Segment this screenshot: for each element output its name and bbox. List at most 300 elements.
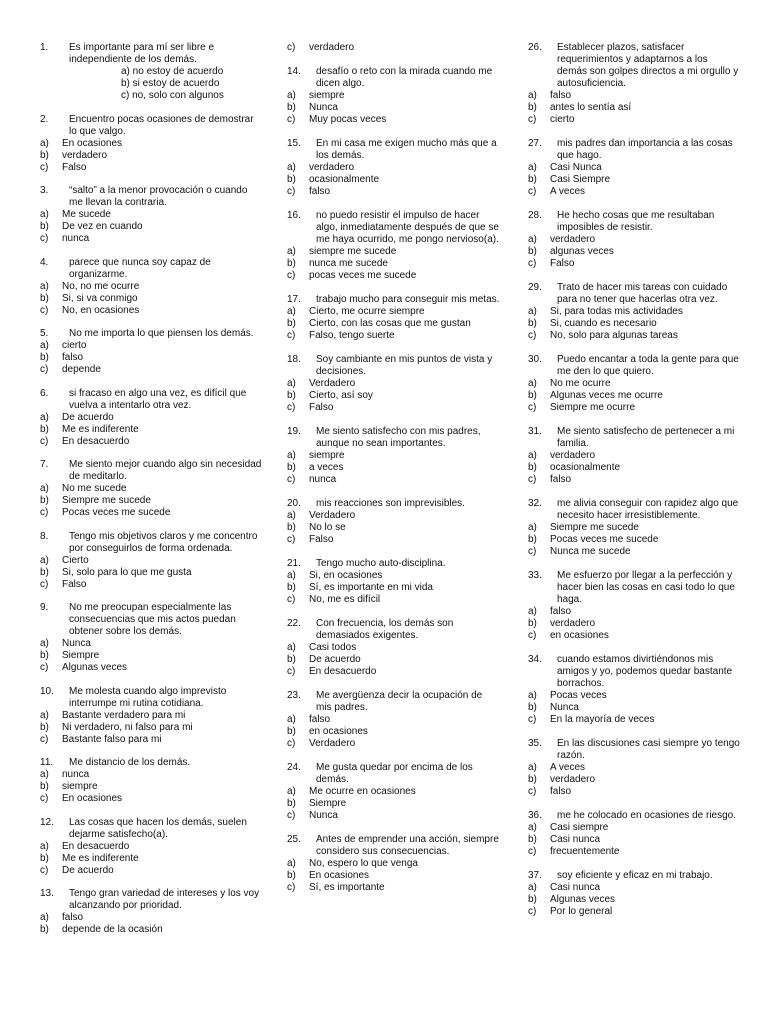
column-2 bbox=[287, 42, 500, 894]
answer-option bbox=[287, 162, 500, 174]
option-text: Casi todos bbox=[309, 642, 357, 653]
option-text: ocasionalmente bbox=[550, 462, 621, 473]
option-text: Cierto, así soy bbox=[309, 390, 373, 401]
answer-option bbox=[287, 186, 500, 198]
option-text: Nunca bbox=[309, 102, 338, 113]
option-text: Nunca bbox=[550, 702, 579, 713]
answer-option bbox=[287, 726, 500, 738]
option-text: A veces bbox=[550, 762, 586, 773]
option-letter: c) bbox=[287, 402, 296, 413]
question-item bbox=[287, 558, 500, 606]
option-letter: b) bbox=[287, 798, 296, 809]
answer-options bbox=[287, 378, 500, 414]
question-number: 5. bbox=[40, 328, 49, 339]
answer-option bbox=[40, 495, 262, 507]
answer-option bbox=[528, 846, 740, 858]
option-text: en ocasiones bbox=[309, 726, 368, 737]
answer-options bbox=[528, 690, 740, 726]
option-letter: a) bbox=[528, 306, 537, 317]
option-text: Nunca me sucede bbox=[550, 546, 631, 557]
option-text: Falso bbox=[62, 578, 87, 590]
option-text: depende de la ocasión bbox=[62, 924, 163, 935]
answer-option bbox=[287, 90, 500, 102]
answer-option bbox=[528, 618, 740, 630]
option-letter: c) bbox=[287, 534, 296, 545]
option-letter: b) bbox=[287, 654, 296, 665]
answer-options bbox=[528, 234, 740, 270]
question-item bbox=[287, 426, 500, 486]
option-text: Ni verdadero, ni falso para mi bbox=[62, 721, 193, 733]
option-letter: b) bbox=[287, 390, 296, 401]
question-number: 16. bbox=[287, 210, 301, 221]
option-text: Casi nunca bbox=[550, 834, 601, 845]
question-number: 22. bbox=[287, 618, 301, 629]
option-text: Verdadero bbox=[309, 738, 356, 749]
answer-option bbox=[40, 841, 262, 853]
option-letter: b) bbox=[528, 102, 537, 113]
option-text: Nunca bbox=[62, 638, 91, 649]
answer-option bbox=[40, 853, 262, 865]
answer-option bbox=[287, 270, 500, 282]
answer-option bbox=[40, 150, 262, 162]
option-letter: b) bbox=[287, 318, 296, 329]
question-item bbox=[287, 42, 500, 54]
answer-option bbox=[287, 318, 500, 330]
answer-option bbox=[287, 522, 500, 534]
question-item bbox=[528, 870, 740, 918]
option-text: Si, solo para lo que me gusta bbox=[62, 566, 192, 578]
question-number: 9. bbox=[40, 602, 49, 613]
answer-option bbox=[528, 882, 740, 894]
option-text: verdadero bbox=[62, 149, 108, 161]
option-letter: b) bbox=[528, 894, 537, 905]
option-text: No, me es difícil bbox=[309, 594, 381, 605]
answer-options bbox=[287, 510, 500, 546]
answer-option bbox=[528, 606, 740, 618]
question-number: 8. bbox=[40, 530, 49, 542]
answer-option bbox=[528, 90, 740, 102]
question-item bbox=[528, 282, 740, 342]
answer-option bbox=[40, 912, 262, 924]
question-item bbox=[40, 388, 262, 448]
option-letter: c) bbox=[40, 864, 49, 876]
option-text: nunca me sucede bbox=[309, 258, 388, 269]
question-item bbox=[287, 66, 500, 126]
question-item bbox=[287, 618, 500, 678]
question-item bbox=[40, 686, 262, 746]
question-text: Las cosas que hacen los demás, suelen dejarme satisfecho(a). bbox=[69, 816, 247, 840]
option-text: falso bbox=[309, 714, 331, 725]
question-item bbox=[287, 138, 500, 198]
option-letter: a) bbox=[528, 162, 537, 173]
option-text: De acuerdo bbox=[62, 864, 114, 876]
answer-option bbox=[528, 774, 740, 786]
answer-options bbox=[40, 554, 262, 591]
option-text: Algunas veces bbox=[550, 894, 616, 905]
answer-options bbox=[287, 858, 500, 894]
answer-option bbox=[528, 462, 740, 474]
question-number: 28. bbox=[528, 210, 542, 221]
option-text: Falso bbox=[550, 258, 575, 269]
answer-option bbox=[287, 114, 500, 126]
answer-option bbox=[40, 138, 262, 150]
answer-option bbox=[40, 364, 262, 376]
option-text: En ocasiones bbox=[62, 137, 123, 149]
answer-options bbox=[287, 306, 500, 342]
option-letter: c) bbox=[528, 546, 537, 557]
option-text: a veces bbox=[309, 462, 344, 473]
question-number: 4. bbox=[40, 256, 49, 268]
question-item bbox=[287, 498, 500, 546]
option-letter: c) bbox=[528, 714, 537, 725]
answer-option bbox=[528, 906, 740, 918]
option-text: De vez en cuando bbox=[62, 221, 143, 232]
answer-option bbox=[287, 102, 500, 114]
question-text: Trato de hacer mis tareas con cuidado para no tener que hacerlas otra vez. bbox=[557, 282, 728, 305]
answer-option bbox=[287, 378, 500, 390]
question-text: En mi casa me exigen mucho más que a los demás. bbox=[316, 138, 497, 161]
column-3 bbox=[528, 42, 740, 918]
question-item bbox=[287, 690, 500, 750]
question-number: 24. bbox=[287, 762, 301, 773]
answer-option bbox=[528, 474, 740, 486]
answer-options bbox=[40, 840, 262, 877]
option-letter: c) bbox=[40, 507, 49, 518]
option-text: Cierto bbox=[62, 554, 89, 566]
option-text: Sí, es importante en mi vida bbox=[309, 582, 433, 593]
answer-option bbox=[528, 378, 740, 390]
answer-option bbox=[528, 762, 740, 774]
answer-option bbox=[40, 281, 262, 293]
option-text: En la mayoría de veces bbox=[550, 714, 655, 725]
option-letter: a) bbox=[287, 162, 296, 173]
option-letter: a) bbox=[40, 912, 49, 923]
answer-option bbox=[287, 582, 500, 594]
question-text: mis reacciones son imprevisibles. bbox=[316, 498, 465, 509]
option-text: De acuerdo bbox=[309, 654, 361, 665]
option-letter: c) bbox=[40, 435, 49, 447]
option-text: Bastante verdadero para mi bbox=[62, 709, 186, 721]
option-letter: c) bbox=[528, 786, 537, 797]
answer-option bbox=[287, 786, 500, 798]
answer-option bbox=[528, 546, 740, 558]
answer-option bbox=[528, 258, 740, 270]
answer-options bbox=[528, 606, 740, 642]
option-text: Nunca bbox=[309, 810, 338, 821]
option-letter: c) bbox=[287, 738, 296, 749]
answer-option bbox=[40, 340, 262, 352]
answer-option bbox=[528, 306, 740, 318]
option-letter: b) bbox=[528, 174, 537, 185]
answer-options bbox=[40, 340, 262, 376]
option-letter: b) bbox=[287, 582, 296, 593]
answer-option bbox=[528, 822, 740, 834]
question-number: 11. bbox=[40, 757, 54, 768]
option-text: De acuerdo bbox=[62, 411, 114, 423]
answer-option bbox=[287, 258, 500, 270]
question-number: 13. bbox=[40, 888, 54, 899]
answer-option bbox=[528, 786, 740, 798]
answer-options bbox=[528, 762, 740, 798]
answer-option bbox=[287, 510, 500, 522]
question-number: 36. bbox=[528, 810, 542, 821]
answer-options bbox=[40, 912, 262, 936]
answer-option bbox=[40, 507, 262, 519]
answer-option bbox=[40, 424, 262, 436]
question-text: trabajo mucho para conseguir mis metas. bbox=[316, 294, 500, 305]
option-text: Me es indiferente bbox=[62, 852, 139, 864]
option-letter: b) bbox=[40, 352, 49, 363]
question-number: 27. bbox=[528, 138, 542, 149]
question-text: Antes de emprender una acción, siempre considero sus consecuencias. bbox=[316, 834, 499, 857]
option-letter: a) bbox=[287, 714, 296, 725]
option-letter: c) bbox=[528, 330, 537, 341]
question-item bbox=[40, 42, 262, 102]
option-text: Me sucede bbox=[62, 209, 111, 220]
option-text: Pocas veces me sucede bbox=[550, 534, 659, 545]
option-text: cierto bbox=[62, 340, 87, 351]
question-text: mis padres dan importancia a las cosas que hago. bbox=[557, 138, 733, 161]
option-letter: b) bbox=[40, 149, 49, 161]
option-text: Algunas veces me ocurre bbox=[550, 390, 663, 401]
option-letter: c) bbox=[287, 810, 296, 821]
option-letter: a) bbox=[528, 90, 537, 101]
question-item bbox=[40, 114, 262, 174]
question-text: Me siento satisfecho con mis padres, aunque no sean importantes. bbox=[316, 426, 481, 449]
option-letter: c) bbox=[528, 114, 537, 125]
question-item bbox=[528, 210, 740, 270]
answer-option bbox=[40, 412, 262, 424]
option-letter: a) bbox=[287, 570, 296, 581]
answer-option bbox=[40, 293, 262, 305]
answer-options bbox=[40, 280, 262, 317]
option-text: ocasionalmente bbox=[309, 174, 380, 185]
option-letter: b) bbox=[528, 318, 537, 329]
question-item bbox=[287, 354, 500, 414]
option-letter: c) bbox=[287, 594, 296, 605]
option-letter: c) bbox=[528, 186, 537, 197]
question-text: Es importante para mí ser libre e independiente de los demás. bbox=[69, 42, 215, 65]
option-text: falso bbox=[550, 474, 572, 485]
answer-option bbox=[287, 858, 500, 870]
option-letter: b) bbox=[287, 102, 296, 113]
option-letter: b) bbox=[528, 702, 537, 713]
question-text: Puedo encantar a toda la gente para que me den lo que quiero. bbox=[557, 354, 739, 377]
option-text: nunca bbox=[62, 233, 90, 244]
option-letter: a) bbox=[40, 554, 49, 566]
option-text: a) no estoy de acuerdo bbox=[121, 66, 224, 77]
option-text: falso bbox=[550, 90, 572, 101]
option-text: Si, si va conmigo bbox=[62, 292, 138, 304]
option-letter: a) bbox=[528, 690, 537, 701]
answer-option bbox=[40, 579, 262, 591]
option-text: Por lo general bbox=[550, 906, 613, 917]
option-text: c) no, solo con algunos bbox=[121, 90, 224, 101]
option-letter: a) bbox=[528, 822, 537, 833]
answer-option bbox=[528, 318, 740, 330]
option-text: depende bbox=[62, 364, 101, 375]
answer-option bbox=[69, 66, 262, 78]
question-number: 23. bbox=[287, 690, 301, 701]
option-text: verdadero bbox=[550, 234, 596, 245]
question-item bbox=[40, 459, 262, 519]
answer-option bbox=[528, 534, 740, 546]
answer-option bbox=[528, 894, 740, 906]
option-letter: a) bbox=[528, 522, 537, 533]
option-letter: a) bbox=[40, 769, 49, 780]
question-text: Encuentro pocas ocasiones de demostrar lo que valgo. bbox=[69, 113, 254, 137]
question-item bbox=[40, 257, 262, 317]
option-letter: b) bbox=[528, 390, 537, 401]
option-text: Algunas veces bbox=[62, 662, 128, 673]
answer-options bbox=[40, 709, 262, 746]
option-letter: c) bbox=[40, 662, 49, 673]
answer-options bbox=[287, 786, 500, 822]
option-letter: b) bbox=[40, 852, 49, 864]
option-text: No, espero lo que venga bbox=[309, 858, 418, 869]
answer-options bbox=[287, 246, 500, 282]
answer-option bbox=[528, 390, 740, 402]
option-text: siempre bbox=[309, 90, 345, 101]
option-letter: c) bbox=[528, 906, 537, 917]
option-text: No, en ocasiones bbox=[62, 304, 140, 316]
answer-option bbox=[528, 114, 740, 126]
question-text: Soy cambiante en mis puntos de vista y decisiones. bbox=[316, 354, 493, 377]
answer-option bbox=[287, 390, 500, 402]
option-letter: a) bbox=[40, 840, 49, 852]
answer-option bbox=[40, 734, 262, 746]
answer-options bbox=[287, 714, 500, 750]
question-number: 10. bbox=[40, 685, 54, 697]
answer-option bbox=[287, 642, 500, 654]
question-item bbox=[528, 570, 740, 642]
answer-option bbox=[528, 522, 740, 534]
option-text: En ocasiones bbox=[62, 793, 123, 804]
option-text: Falso bbox=[309, 402, 334, 413]
answer-option bbox=[40, 209, 262, 221]
question-number: 34. bbox=[528, 654, 542, 665]
answer-option bbox=[40, 865, 262, 877]
option-letter: a) bbox=[528, 762, 537, 773]
answer-option bbox=[528, 630, 740, 642]
option-letter: b) bbox=[287, 870, 296, 881]
question-text: Me siento satisfecho de pertenecer a mi familia. bbox=[557, 426, 735, 449]
option-text: cierto bbox=[550, 114, 575, 125]
option-text: en ocasiones bbox=[550, 630, 609, 641]
question-text: “salto” a la menor provocación o cuando me llevan la contraria. bbox=[69, 185, 248, 208]
question-number: 37. bbox=[528, 870, 542, 881]
question-text: Tengo mucho auto-disciplina. bbox=[316, 558, 446, 569]
answer-option bbox=[287, 306, 500, 318]
option-text: No me sucede bbox=[62, 483, 127, 494]
option-letter: c) bbox=[287, 186, 296, 197]
option-letter: b) bbox=[528, 462, 537, 473]
question-item bbox=[40, 757, 262, 805]
answer-option bbox=[287, 402, 500, 414]
option-letter: a) bbox=[40, 209, 49, 220]
option-text: Siempre bbox=[309, 798, 347, 809]
answer-options bbox=[528, 450, 740, 486]
answer-option bbox=[40, 483, 262, 495]
option-letter: c) bbox=[40, 161, 49, 173]
question-text: No me preocupan especialmente las consecuencias que mis actos puedan obtener sobre los demás. bbox=[69, 602, 236, 637]
option-letter: c) bbox=[287, 42, 296, 53]
option-text: Falso bbox=[62, 161, 87, 173]
answer-options bbox=[287, 42, 500, 54]
option-text: No, no me ocurre bbox=[62, 280, 140, 292]
question-number: 18. bbox=[287, 354, 301, 365]
option-letter: c) bbox=[528, 258, 537, 269]
question-text: En las discusiones casi siempre yo tengo razón. bbox=[557, 738, 740, 761]
option-text: Sí, es importante bbox=[309, 882, 385, 893]
option-text: Siempre bbox=[62, 650, 100, 661]
question-text: desafío o reto con la mirada cuando me dicen algo. bbox=[316, 66, 493, 89]
question-text: Me esfuerzo por llegar a la perfección y hacer bien las cosas en casi todo lo que haga. bbox=[557, 570, 735, 605]
question-number: 6. bbox=[40, 387, 49, 399]
question-text: He hecho cosas que me resultaban imposibles de resistir. bbox=[557, 210, 715, 233]
answer-option bbox=[287, 594, 500, 606]
answer-options bbox=[40, 638, 262, 674]
option-text: verdadero bbox=[309, 42, 355, 53]
answer-option bbox=[528, 234, 740, 246]
question-text: Me molesta cuando algo imprevisto interrumpe mi rutina cotidiana. bbox=[69, 685, 227, 709]
answer-option bbox=[528, 702, 740, 714]
answer-option bbox=[40, 924, 262, 936]
option-letter: c) bbox=[40, 578, 49, 590]
option-text: A veces bbox=[550, 186, 586, 197]
answer-option bbox=[287, 534, 500, 546]
option-letter: a) bbox=[40, 137, 49, 149]
option-text: Pocas veces bbox=[550, 690, 607, 701]
question-item bbox=[287, 210, 500, 282]
option-letter: a) bbox=[287, 90, 296, 101]
question-item bbox=[40, 531, 262, 591]
option-letter: c) bbox=[40, 304, 49, 316]
question-text: Me avergüenza decir la ocupación de mis padres. bbox=[316, 690, 483, 713]
option-text: antes lo sentía así bbox=[550, 102, 632, 113]
answer-option bbox=[69, 78, 262, 90]
option-letter: b) bbox=[287, 174, 296, 185]
question-text: parece que nunca soy capaz de organizarme. bbox=[69, 256, 211, 280]
answer-option bbox=[528, 714, 740, 726]
question-number: 19. bbox=[287, 426, 301, 437]
question-item bbox=[528, 426, 740, 486]
option-text: Casi Siempre bbox=[550, 174, 611, 185]
option-text: pocas veces me sucede bbox=[309, 270, 417, 281]
option-text: No lo se bbox=[309, 522, 346, 533]
option-text: Bastante falso para mi bbox=[62, 733, 162, 745]
option-text: falso bbox=[309, 186, 331, 197]
answer-option bbox=[40, 650, 262, 662]
option-text: siempre bbox=[62, 781, 98, 792]
question-text: Me distancio de los demás. bbox=[69, 757, 191, 768]
option-letter: a) bbox=[287, 246, 296, 257]
option-letter: a) bbox=[287, 306, 296, 317]
option-letter: b) bbox=[287, 726, 296, 737]
option-text: Si, en ocasiones bbox=[309, 570, 383, 581]
answer-option bbox=[40, 233, 262, 245]
option-text: En desacuerdo bbox=[309, 666, 377, 677]
question-number: 12. bbox=[40, 816, 54, 828]
option-text: Cierto, con las cosas que me gustan bbox=[309, 318, 471, 329]
answer-option bbox=[287, 810, 500, 822]
option-letter: a) bbox=[287, 510, 296, 521]
question-item bbox=[40, 185, 262, 245]
option-text: nunca bbox=[62, 769, 90, 780]
option-letter: a) bbox=[287, 450, 296, 461]
answer-option bbox=[287, 798, 500, 810]
question-text: Me siento mejor cuando algo sin necesidad de meditarlo. bbox=[69, 459, 262, 482]
